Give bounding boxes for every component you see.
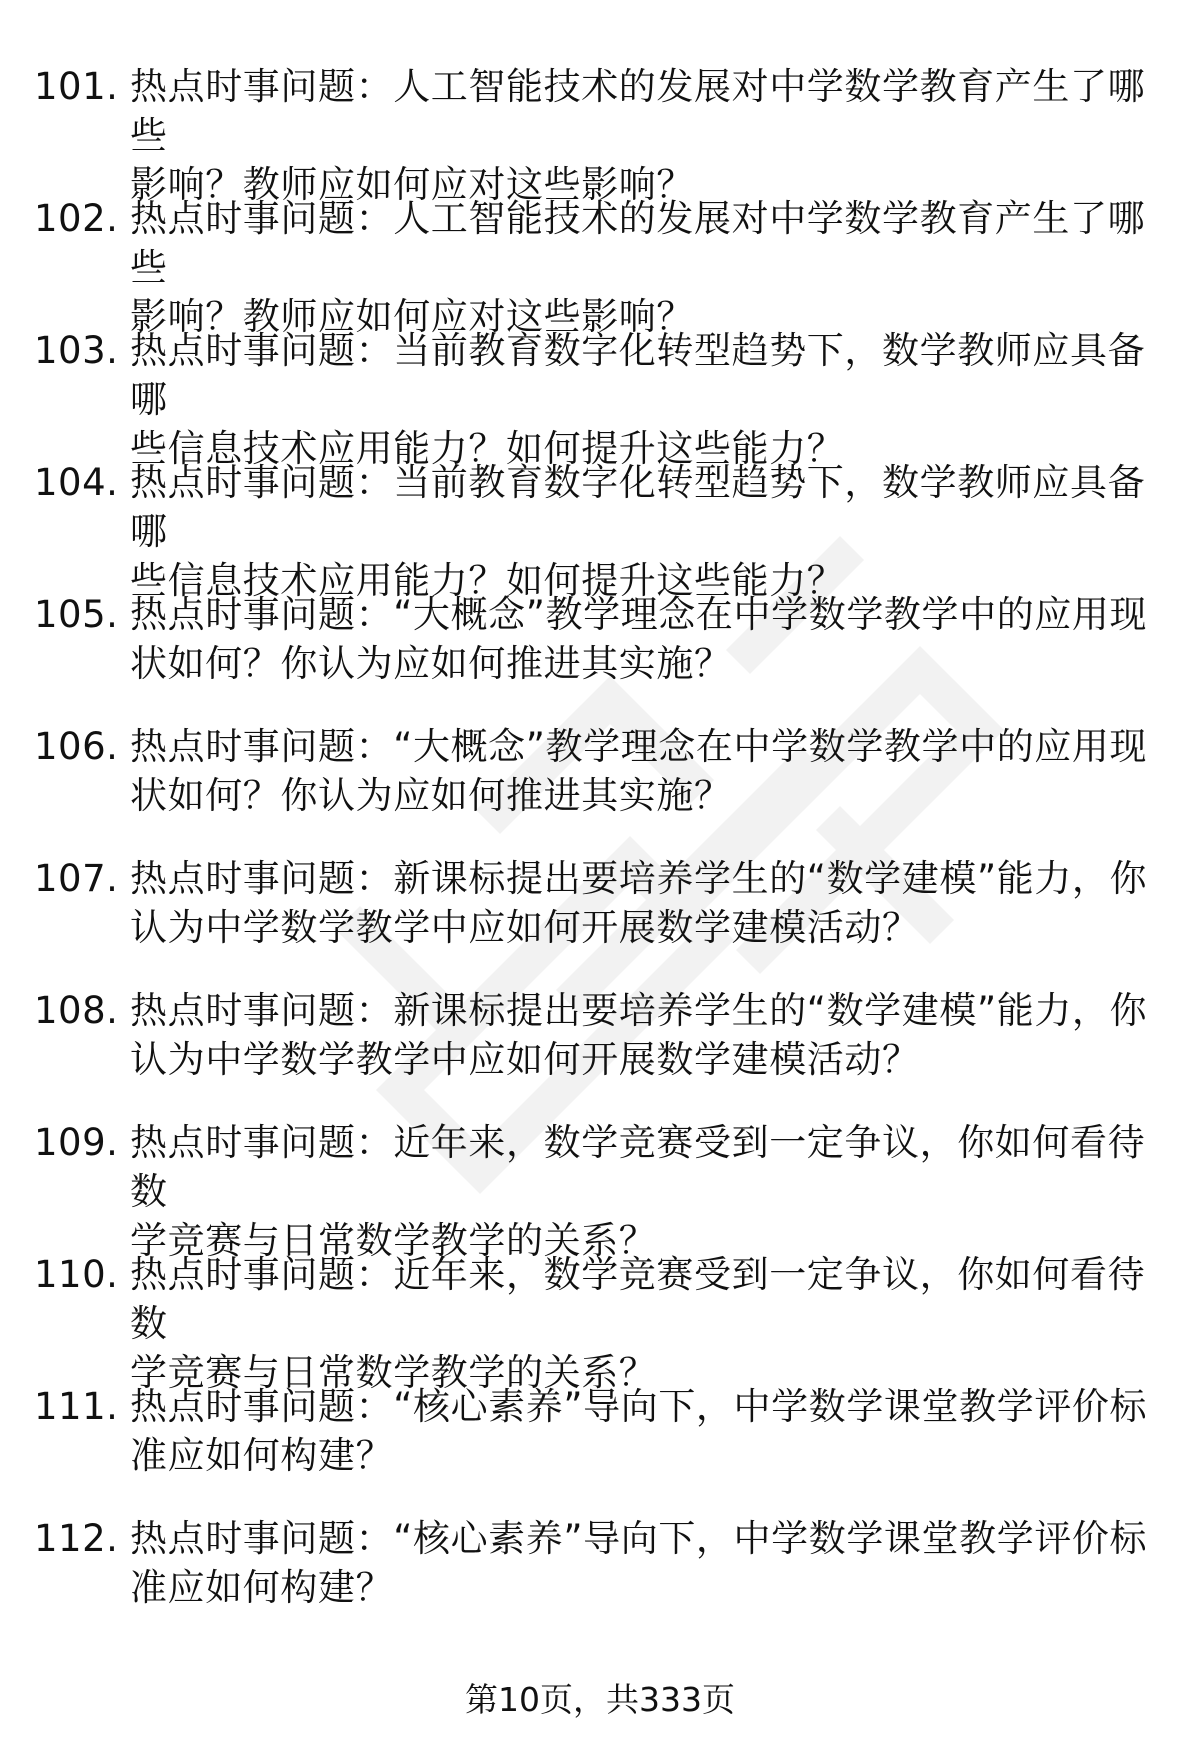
question-item-103 (0, 326, 1200, 470)
question-text: 热点时事问题：近年来，数学竞赛受到一定争议，你如何看待数 学竞赛与日常数学教学的关系？ (130, 1121, 1146, 1262)
question-text: 热点时事问题：当前教育数字化转型趋势下，数学教师应具备哪 些信息技术应用能力？如何提升这些能力？ (130, 329, 1146, 470)
question-number: 112. (34, 1517, 119, 1560)
question-item-109 (0, 1118, 1200, 1262)
question-item-110 (0, 1250, 1200, 1394)
question-number: 102. (34, 197, 119, 240)
question-item-105 (0, 590, 1200, 722)
question-text: 热点时事问题：人工智能技术的发展对中学数学教育产生了哪些 影响？教师应如何应对这些影响？ (130, 197, 1146, 338)
question-number: 106. (34, 725, 119, 768)
question-item-107 (0, 854, 1200, 986)
question-text: 热点时事问题：“大概念”教学理念在中学数学教学中的应用现 状如何？你认为应如何推进其实施？ (130, 593, 1148, 685)
question-number: 107. (34, 857, 119, 900)
question-text: 热点时事问题：当前教育数字化转型趋势下，数学教师应具备哪 些信息技术应用能力？如何提升这些能力？ (130, 461, 1146, 602)
question-item-104 (0, 458, 1200, 602)
question-item-111 (0, 1382, 1200, 1514)
question-item-112 (0, 1514, 1200, 1646)
question-text: 热点时事问题：新课标提出要培养学生的“数学建模”能力，你 认为中学数学教学中应如何开展数学建模活动？ (130, 857, 1148, 949)
question-item-108 (0, 986, 1200, 1118)
question-number: 101. (34, 65, 119, 108)
question-number: 104. (34, 461, 119, 504)
question-text: 热点时事问题：“核心素养”导向下，中学数学课堂教学评价标 准应如何构建？ (130, 1385, 1148, 1477)
question-number: 103. (34, 329, 119, 372)
question-text: 热点时事问题：近年来，数学竞赛受到一定争议，你如何看待数 学竞赛与日常数学教学的关系？ (130, 1253, 1146, 1394)
question-item-102 (0, 194, 1200, 338)
question-list (0, 62, 1200, 1646)
page-footer: 第10页，共333页 (465, 1680, 735, 1719)
question-number: 111. (34, 1385, 119, 1428)
question-number: 109. (34, 1121, 119, 1164)
question-text: 热点时事问题：人工智能技术的发展对中学数学教育产生了哪些 影响？教师应如何应对这些影响？ (130, 65, 1146, 206)
question-number: 110. (34, 1253, 119, 1296)
question-text: 热点时事问题：“核心素养”导向下，中学数学课堂教学评价标 准应如何构建？ (130, 1517, 1148, 1609)
question-number: 105. (34, 593, 119, 636)
question-item-101 (0, 62, 1200, 206)
question-text: 热点时事问题：新课标提出要培养学生的“数学建模”能力，你 认为中学数学教学中应如何开展数学建模活动？ (130, 989, 1148, 1081)
question-item-106 (0, 722, 1200, 854)
question-number: 108. (34, 989, 119, 1032)
question-text: 热点时事问题：“大概念”教学理念在中学数学教学中的应用现 状如何？你认为应如何推进其实施？ (130, 725, 1148, 817)
